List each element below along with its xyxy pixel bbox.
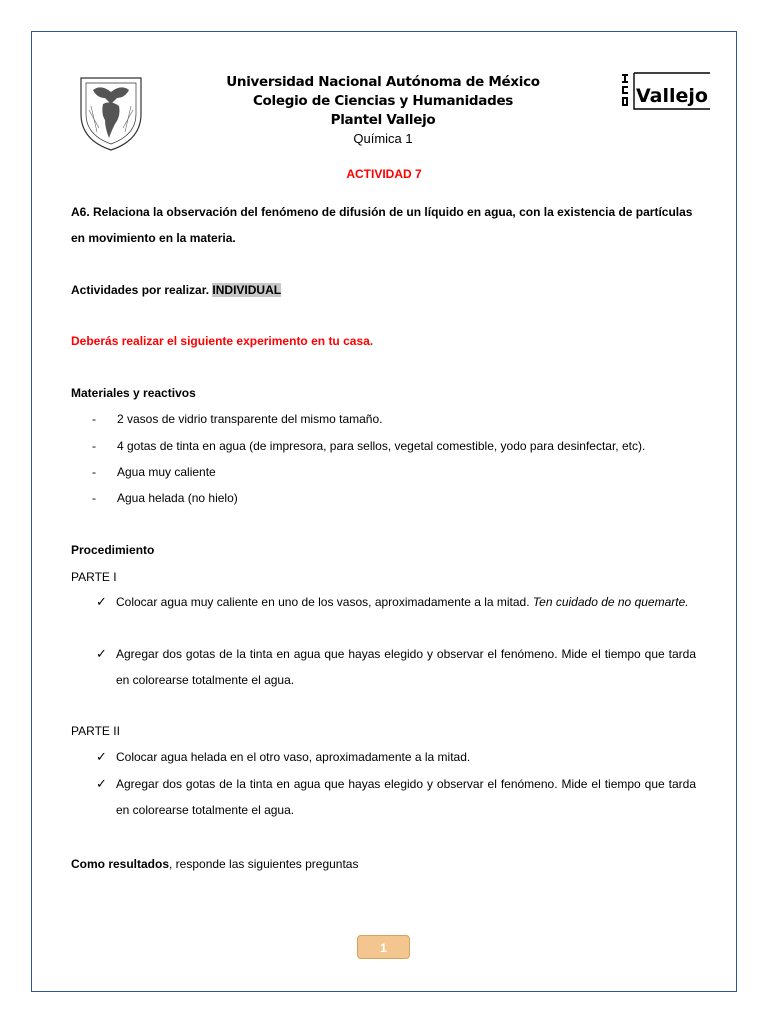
- material-item: Agua muy caliente: [117, 465, 216, 479]
- procedure-step: Agregar dos gotas de la tinta en agua que hayas elegido y observar el fenómeno. Mide el tiempo que tarda en colorearse totalmente el agua.: [116, 777, 696, 817]
- part2-label: PARTE II: [71, 724, 120, 738]
- material-item: 4 gotas de tinta en agua (de impresora, para sellos, vegetal comestible, yodo para desinfectar, etc).: [117, 439, 646, 453]
- results-line: [71, 851, 701, 877]
- individual-badge: INDIVIDUAL: [212, 283, 282, 297]
- part1-label: PARTE I: [71, 570, 117, 584]
- university-name: Universidad Nacional Autónoma de México: [226, 74, 540, 90]
- procedure-heading: Procedimiento: [71, 543, 155, 557]
- dash-icon: -: [92, 412, 96, 426]
- results-bold: Como resultados: [71, 857, 170, 871]
- activities-label: Actividades por realizar.: [71, 283, 210, 297]
- activities-line: [71, 277, 701, 303]
- checkmark-icon: ✓: [96, 646, 107, 661]
- procedure-step: Colocar agua helada en el otro vaso, aproximadamente a la mitad.: [116, 750, 471, 764]
- campus-name: Plantel Vallejo: [330, 112, 436, 128]
- procedure-step: [116, 589, 696, 615]
- page-number-badge: 1: [357, 935, 410, 959]
- activity-title: ACTIVIDAD 7: [346, 167, 422, 181]
- checkmark-icon: ✓: [96, 776, 107, 791]
- safety-note: Ten cuidado de no quemarte.: [532, 595, 689, 609]
- material-item: Agua helada (no hielo): [117, 491, 238, 505]
- checkmark-icon: ✓: [96, 749, 107, 764]
- results-rest: , responde las siguientes preguntas: [169, 857, 359, 871]
- dash-icon: -: [92, 439, 96, 453]
- unam-seal-logo: [75, 70, 147, 152]
- document-header: [180, 73, 586, 148]
- subject-name: Química 1: [353, 131, 413, 146]
- logo-text: Vallejo: [636, 85, 708, 107]
- checkmark-icon: ✓: [96, 594, 107, 609]
- procedure-step: Agregar dos gotas de la tinta en agua que hayas elegido y observar el fenómeno. Mide el tiempo que tarda en colorearse totalmente el agua.: [116, 647, 696, 687]
- dash-icon: -: [92, 491, 96, 505]
- college-name: Colegio de Ciencias y Humanidades: [252, 93, 514, 109]
- material-item: 2 vasos de vidrio transparente del mismo tamaño.: [117, 412, 383, 426]
- dash-icon: -: [92, 465, 96, 479]
- step-text: Colocar agua muy caliente en uno de los vasos, aproximadamente a la mitad.: [116, 595, 530, 609]
- objective-text: A6. Relaciona la observación del fenómeno de difusión de un líquido en agua, con la existencia de partículas en movimiento en la materia.: [71, 205, 693, 245]
- instruction-text: Deberás realizar el siguiente experimento en tu casa.: [71, 334, 374, 348]
- cch-vallejo-logo: [620, 71, 712, 111]
- materials-heading: Materiales y reactivos: [71, 386, 196, 400]
